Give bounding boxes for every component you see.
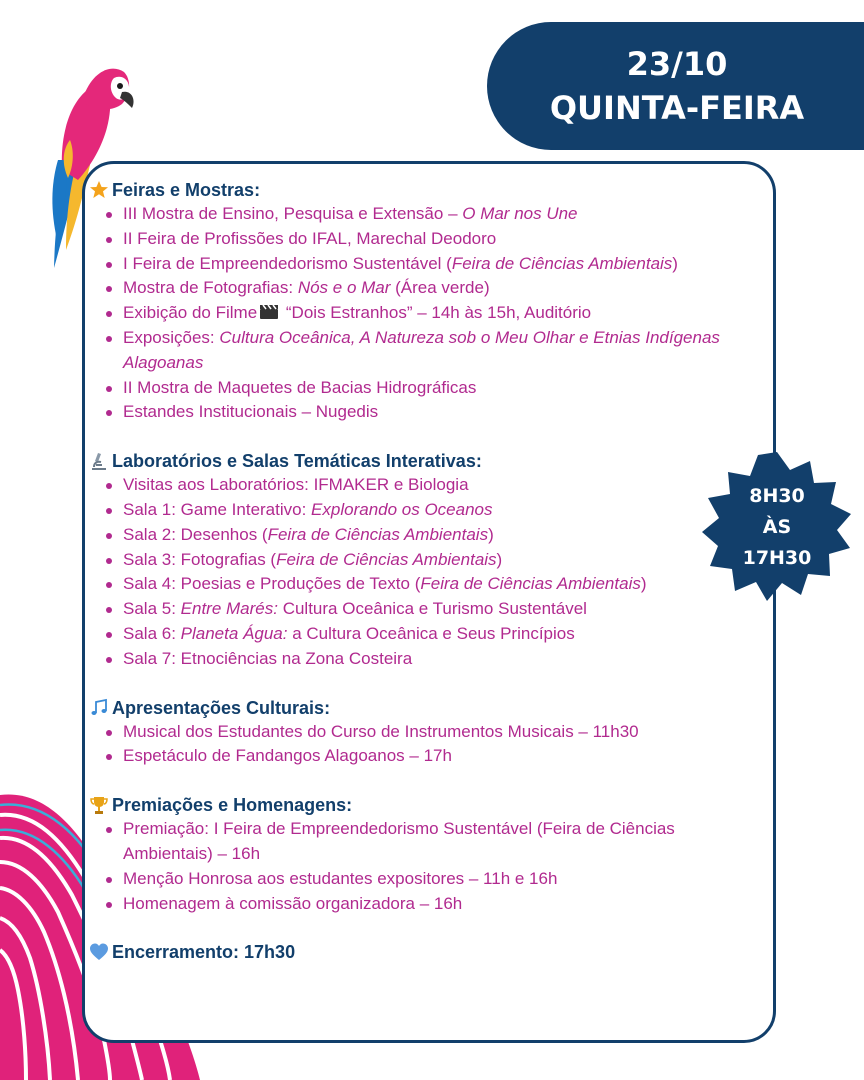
section-title-feiras: Feiras e Mostras: [88, 178, 728, 202]
list-item: Sala 1: Game Interativo: Explorando os Oceanos [88, 498, 728, 523]
music-notes-icon [88, 697, 110, 719]
time-separator: ÀS [762, 515, 792, 538]
section-title-apresentacoes: Apresentações Culturais: [88, 696, 728, 720]
time-start: 8H30 [749, 484, 805, 507]
list-item: Exposições: Cultura Oceânica, A Natureza sob o Meu Olhar e Etnias Indígenas Alagoanas [88, 326, 728, 376]
trophy-icon [88, 794, 110, 816]
list-item: Espetáculo de Fandangos Alagoanos – 17h [88, 744, 728, 769]
section-title-encerramento: Encerramento: 17h30 [88, 940, 728, 964]
list-item: II Mostra de Maquetes de Bacias Hidrográficas [88, 376, 728, 401]
section-title-labs: Laboratórios e Salas Temáticas Interativas: [88, 449, 728, 473]
program-content [88, 178, 728, 964]
date-header [487, 22, 864, 150]
list-item: Homenagem à comissão organizadora – 16h [88, 892, 728, 917]
star-icon [88, 179, 110, 201]
list-item: Sala 4: Poesias e Produções de Texto (Feira de Ciências Ambientais) [88, 572, 728, 597]
list-premiacoes [88, 817, 728, 916]
microscope-icon [88, 450, 110, 472]
date-text: 23/10 [626, 45, 728, 83]
weekday-text: QUINTA-FEIRA [549, 89, 805, 127]
list-apresentacoes [88, 720, 728, 770]
list-item: Musical dos Estudantes do Curso de Instrumentos Musicais – 11h30 [88, 720, 728, 745]
time-end: 17H30 [742, 546, 812, 569]
blue-heart-icon [88, 941, 110, 963]
list-item: Sala 3: Fotografias (Feira de Ciências Ambientais) [88, 548, 728, 573]
list-item: Menção Honrosa aos estudantes expositores – 11h e 16h [88, 867, 728, 892]
clapperboard-icon [259, 303, 279, 319]
list-item: I Feira de Empreendedorismo Sustentável (Feira de Ciências Ambientais) [88, 252, 728, 277]
section-title-premiacoes: Premiações e Homenagens: [88, 793, 728, 817]
list-item: Premiação: I Feira de Empreendedorismo Sustentável (Feira de Ciências Ambientais) – 16h [88, 817, 728, 867]
list-item: Sala 2: Desenhos (Feira de Ciências Ambientais) [88, 523, 728, 548]
list-item: Sala 7: Etnociências na Zona Costeira [88, 647, 728, 672]
list-labs [88, 473, 728, 671]
list-item: III Mostra de Ensino, Pesquisa e Extensão – O Mar nos Une [88, 202, 728, 227]
list-feiras [88, 202, 728, 425]
list-item: Exibição do Filme “Dois Estranhos” – 14h às 15h, Auditório [88, 301, 728, 326]
list-item: Sala 5: Entre Marés: Cultura Oceânica e Turismo Sustentável [88, 597, 728, 622]
list-item: Estandes Institucionais – Nugedis [88, 400, 728, 425]
list-item: Sala 6: Planeta Água: a Cultura Oceânica e Seus Princípios [88, 622, 728, 647]
list-item: Visitas aos Laboratórios: IFMAKER e Biologia [88, 473, 728, 498]
list-item: Mostra de Fotografias: Nós e o Mar (Área verde) [88, 276, 728, 301]
list-item: II Feira de Profissões do IFAL, Marechal Deodoro [88, 227, 728, 252]
